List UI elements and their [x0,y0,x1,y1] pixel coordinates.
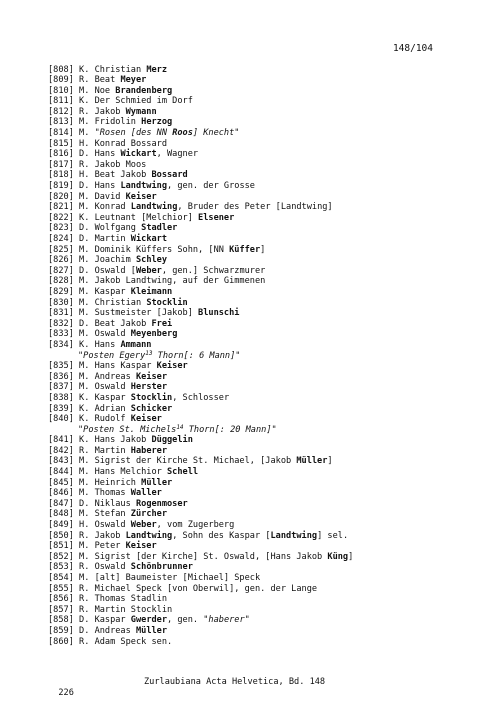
roster-entry [48,372,468,383]
entry-text: [814] M. [48,128,95,139]
roster-entry [48,626,468,637]
entry-text: [815] H. Konrad Bossard [48,138,167,149]
roster-entry [48,96,468,107]
surname: Roos [172,128,193,139]
surname: Wickart [120,149,157,160]
entry-text: [844] M. Hans Melchior [48,467,167,478]
surname: Küffer [229,244,261,255]
roster-entry [48,223,468,234]
entry-text: [831] M. Sustmeister [Jakob] [48,308,199,319]
entry-text: [820] M. David [48,191,126,202]
roster-entry [48,456,468,467]
roster-entry [48,531,468,542]
roster-entry [48,117,468,128]
entry-text: [809] R. Beat [48,75,121,86]
surname: Küng [327,551,349,562]
roster-entry [48,160,468,171]
entry-text: Thorn[: 20 Mann]" [183,424,277,435]
surname: Ammann [120,339,152,350]
surname: Keiser [135,371,168,382]
roster-entry [48,414,468,425]
roster-entry [48,202,468,213]
surname: Landtwing [125,530,173,541]
roster-entry [48,584,468,595]
roster-entry [48,255,468,266]
entry-text: ] [260,244,266,255]
surname: Herster [130,382,168,393]
surname: Landtwing [270,530,318,541]
entry-text: [841] K. Hans Jakob [48,435,152,446]
roster-entry [48,287,468,298]
surname: Stadler [141,223,178,234]
entry-text: [852] M. Sigrist [der Kirche] St. Oswald, [Hans Jakob [48,551,328,562]
surname: Schell [167,467,199,478]
roster-entry [48,605,468,616]
surname: Keiser [125,541,157,552]
surname: Keiser [156,361,188,372]
entry-text: [822] K. Leutnant [Melchior] [48,212,199,223]
roster-entry [48,107,468,118]
roster-entry [48,234,468,245]
surname: Bossard [151,170,188,181]
entry-text: [837] M. Oswald [48,382,131,393]
entry-text: " [244,615,250,626]
entry-text: [838] K. Kaspar [48,392,131,403]
roster-entry [48,499,468,510]
roster-list [48,65,468,648]
surname: Müller [135,625,168,636]
entry-text: , Sohn des Kaspar [ [172,530,271,541]
surname: Herzog [141,117,173,128]
roster-entry [48,86,468,97]
entry-text: , Wagner [156,149,199,160]
entry-text: [829] M. Kaspar [48,286,131,297]
entry-text: "Posten St. Michels [78,424,177,435]
footer-journal-title: Zurlaubiana Acta Helvetica, Bd. 148 [144,677,326,687]
entry-text: [859] D. Andreas [48,625,136,636]
roster-entry [48,446,468,457]
entry-text: [827] D. Oswald [ [48,265,136,276]
surname: Keiser [125,191,157,202]
section-heading [48,351,468,362]
roster-entry [48,213,468,224]
entry-text: ] [327,456,333,467]
entry-text: [818] H. Beat Jakob [48,170,152,181]
entry-text: [850] R. Jakob [48,530,126,541]
entry-text: , gen.] Schwarzmurer [161,265,266,276]
surname: Meyer [120,75,147,86]
entry-text: [811] K. Der Schmied im Dorf [48,96,193,107]
footer-page-number: 226 [58,688,74,698]
roster-entry [48,340,468,351]
surname: Gwerder [130,615,168,626]
roster-entry [48,393,468,404]
roster-entry [48,552,468,563]
surname: Haberer [130,445,168,456]
entry-text: [808] K. Christian [48,64,147,75]
roster-entry [48,361,468,372]
roster-entry [48,75,468,86]
entry-text: [851] M. Peter [48,541,126,552]
surname: Kleimann [130,286,173,297]
entry-text: [835] M. Hans Kaspar [48,361,157,372]
page-footer [48,677,326,710]
surname: Schönbrunner [130,562,193,573]
entry-text: [842] R. Martin [48,445,131,456]
surname: Stocklin [146,297,188,308]
surname: Landtwing [130,202,178,213]
surname: Landtwing [120,181,168,192]
roster-entry [48,319,468,330]
surname: Wickart [130,234,168,244]
entry-text: [819] D. Hans [48,181,121,192]
surname: Weber [130,520,157,531]
entry-text: [849] H. Oswald [48,520,131,531]
entry-text: haberer [208,615,245,626]
surname: Meyenberg [130,329,178,340]
roster-entry [48,509,468,520]
surname: Merz [146,64,168,75]
roster-entry [48,382,468,393]
entry-text: [847] D. Niklaus [48,498,136,509]
entry-text: , gen. " [167,615,209,626]
roster-entry [48,329,468,340]
entry-text: [843] M. Sigrist der Kirche St. Michael, [Jakob [48,456,297,467]
surname: Zürcher [130,509,168,520]
roster-entry [48,435,468,446]
surname: Schley [135,255,168,266]
surname: Weber [135,265,162,276]
page-reference: 148/104 [392,43,433,54]
entry-text: ] [348,551,354,562]
surname: Müller [296,456,328,467]
entry-text: [830] M. Christian [48,297,147,308]
entry-text: [853] R. Oswald [48,562,131,573]
roster-entry [48,276,468,287]
entry-text: [848] M. Stefan [48,509,131,520]
roster-entry [48,170,468,181]
roster-entry [48,488,468,499]
entry-text: [824] D. Martin [48,234,131,244]
roster-entry [48,128,468,139]
entry-text: [812] R. Jakob [48,106,126,117]
surname: Frei [151,318,173,329]
roster-entry [48,298,468,309]
entry-text: [839] K. Adrian [48,403,131,414]
entry-text: [821] M. Konrad [48,202,131,213]
surname: Wymann [125,106,157,117]
entry-text: ] sel. [317,530,349,541]
entry-text: "Rosen [des NN [94,128,173,139]
surname: Düggelin [151,435,193,446]
footnote-ref: 14 [176,423,184,431]
entry-text: [816] D. Hans [48,149,121,160]
entry-text: , Bruder des Peter [Landtwing] [177,202,333,213]
entry-text: [846] M. Thomas [48,488,131,499]
entry-text: [854] M. [alt] Baumeister [Michael] Speck [48,573,261,583]
roster-entry [48,245,468,256]
entry-text: [825] M. Dominik Küffers Sohn, [NN [48,244,230,255]
roster-entry [48,573,468,584]
entry-text: [823] D. Wolfgang [48,223,142,234]
roster-entry [48,149,468,160]
surname: Müller [141,477,173,488]
surname: Brandenberg [115,85,173,96]
entry-text: [858] D. Kaspar [48,615,131,626]
roster-entry [48,181,468,192]
entry-text: [845] M. Heinrich [48,477,142,488]
surname: Stocklin [130,392,173,403]
roster-entry [48,192,468,203]
roster-entry [48,65,468,76]
roster-entry [48,541,468,552]
section-heading [48,425,468,436]
roster-entry [48,594,468,605]
entry-text: "Posten Egery [78,350,146,361]
entry-text: [840] K. Rudolf [48,414,131,425]
entry-text: [832] D. Beat Jakob [48,318,152,329]
roster-entry [48,520,468,531]
entry-text: , Schlosser [172,392,230,403]
roster-entry [48,266,468,277]
entry-text: , gen. der Grosse [167,181,255,192]
entry-text: [857] R. Martin Stocklin [48,604,173,615]
surname: Elsener [198,212,235,223]
entry-text: [833] M. Oswald [48,329,131,340]
surname: Rogenmoser [135,498,188,509]
entry-text: [828] M. Jakob Landtwing, auf der Gimmenen [48,276,266,287]
roster-entry [48,615,468,626]
roster-entry [48,562,468,573]
entry-text: [860] R. Adam Speck sen. [48,636,173,647]
entry-text: [817] R. Jakob Moos [48,159,147,170]
roster-entry [48,637,468,648]
entry-text: Thorn[: 6 Mann]" [152,350,241,361]
surname: Blunschi [198,308,240,319]
entry-text: [826] M. Joachim [48,255,136,266]
entry-text: , vom Zugerberg [156,520,235,531]
surname: Keiser [130,414,162,425]
entry-text: [855] R. Michael Speck [von Oberwil], gen. der Lange [48,583,318,594]
roster-entry [48,467,468,478]
entry-text: [834] K. Hans [48,339,121,350]
entry-text: [856] R. Thomas Stadlin [48,594,167,605]
entry-text: ] Knecht" [192,128,240,139]
surname: Schicker [130,403,173,414]
footnote-ref: 13 [145,349,153,357]
roster-entry [48,404,468,415]
roster-entry [48,478,468,489]
roster-entry [48,139,468,150]
entry-text: [813] M. Fridolin [48,117,142,128]
surname: Waller [130,488,162,499]
roster-entry [48,308,468,319]
entry-text: [810] M. Noe [48,85,116,96]
entry-text: [836] M. Andreas [48,371,136,382]
